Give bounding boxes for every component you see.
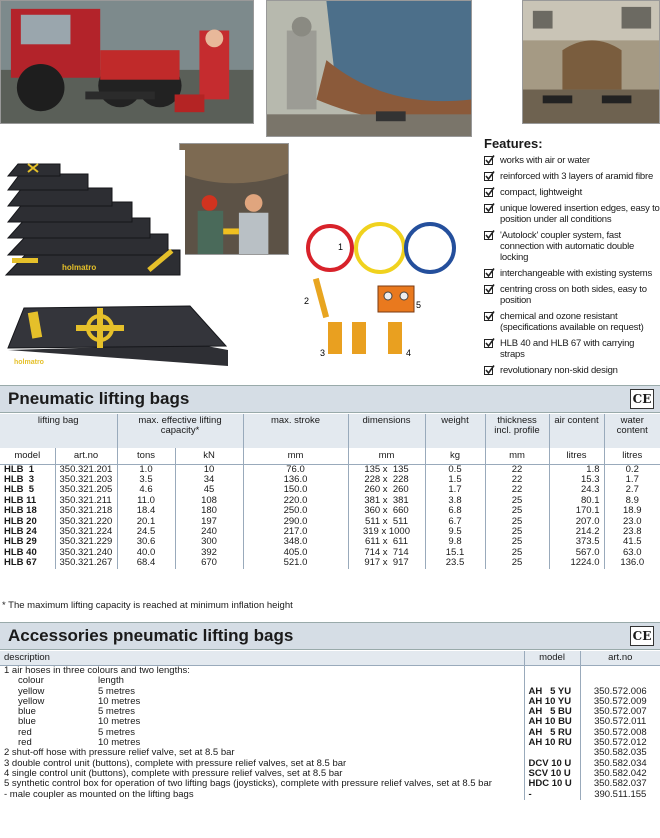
spec-section-header [0,385,660,413]
table-cell: 350.321.240 [55,548,117,558]
table-cell: 136.0 [604,558,660,568]
table-cell: 22 [485,464,549,475]
table-cell: HLB 20 [4,515,37,527]
accessory-artno: 350.582.035 [580,748,660,758]
table-cell: HLB 18 [4,505,37,517]
table-cell: 350.321.220 [55,517,117,527]
unit-cell: kN [175,448,243,464]
table-cell: HLB 5 [4,484,35,496]
accessory-artno: 390.511.155 [580,790,660,800]
accessory-model [524,666,580,677]
table-cell: 9.5 [425,527,485,537]
table-cell: 350.321.224 [55,527,117,537]
accessory-artno: 350.572.008 [580,728,660,738]
feature-item [484,311,660,333]
accessory-model: DCV 10 U [524,759,580,769]
accessory-artno: 350.572.007 [580,707,660,717]
table-cell: 25 [485,496,549,506]
accessory-description [0,707,524,717]
accessory-artno: 350.572.006 [580,687,660,697]
table-cell: 1224.0 [549,558,604,568]
feature-text: revolutionary non-skid design [500,365,618,376]
table-cell: 0.2 [604,464,660,475]
table-cell: 10 [175,464,243,475]
table-cell: 0.5 [425,464,485,475]
accessory-artno: 350.582.042 [580,769,660,779]
col-header-dimensions: dimensions [348,414,425,448]
feature-item [484,155,660,166]
photo-building-lifting [522,0,660,124]
accessory-desc-text: 1 air hoses in three colours and two lengths: [4,665,190,676]
accessory-length-text: 5 metres [98,685,135,697]
photo-accessories [292,212,468,372]
table-cell: 300 [175,537,243,547]
feature-text: compact, lightweight [500,187,583,198]
feature-item [484,284,660,306]
accessory-model: AH 10 RU [524,738,580,748]
table-cell: 350.321.203 [55,475,117,485]
table-cell: 1.7 [604,475,660,485]
table-cell: 521.0 [243,558,348,568]
table-cell: 108 [175,496,243,506]
photo-rescue-workers [179,143,289,255]
table-cell: 220.0 [243,496,348,506]
bag-brand-text-2: holmatro [14,359,44,366]
feature-item [484,365,660,376]
ce-mark-2: CE [630,626,654,646]
table-cell: 11.0 [117,496,175,506]
table-cell: 8.9 [604,496,660,506]
feature-item [484,187,660,198]
table-cell: 290.0 [243,517,348,527]
table-cell: 25 [485,558,549,568]
table-cell: 25 [485,517,549,527]
label-4: 4 [406,348,412,358]
accessory-model: HDC 10 U [524,779,580,789]
accessory-desc-text: blue [18,716,36,728]
accessory-row [0,790,660,800]
accessory-description [0,728,524,738]
table-cell: 1.5 [425,475,485,485]
table-cell: 670 [175,558,243,568]
feature-text: interchangeable with existing systems [500,268,653,279]
table-cell: 68.4 [117,558,175,568]
table-cell: 714 x 714 [348,548,425,558]
unit-cell: litres [549,448,604,464]
table-cell: 25 [485,537,549,547]
unit-cell: litres [604,448,660,464]
checkmark-icon [484,171,495,182]
table-cell: 34 [175,475,243,485]
col-header-air: air content [549,414,604,448]
table-cell: 15.3 [549,475,604,485]
table-cell: 45 [175,485,243,495]
accessory-description [0,666,524,677]
accessory-artno: 350.572.011 [580,717,660,727]
accessory-length-text: 10 metres [98,716,141,728]
checkmark-icon [484,284,495,295]
accessory-model: AH 5 RU [524,728,580,738]
table-cell: 80.1 [549,496,604,506]
feature-text: unique lowered insertion edges, easy to position under all conditions [500,203,660,225]
table-cell: 25 [485,548,549,558]
table-cell: 3.8 [425,496,485,506]
checkmark-icon [484,338,495,349]
table-cell: 1.0 [117,464,175,475]
table-cell: 319 x 1000 [348,527,425,537]
acc-header-description: description [0,651,524,666]
table-cell: 4.6 [117,485,175,495]
unit-cell: mm [485,448,549,464]
ce-mark: CE [630,389,654,409]
photo-lifting-bags-stack [0,150,185,300]
accessory-artno: 350.582.034 [580,759,660,769]
table-cell: 2.7 [604,485,660,495]
photo-ship-hull-lifting [266,0,472,137]
unit-cell: mm [348,448,425,464]
accessory-length-text: length [98,675,124,687]
photo-single-lifting-bag [0,300,232,372]
table-cell: 63.0 [604,548,660,558]
table-cell: 18.4 [117,506,175,516]
table-row [0,558,660,568]
accessory-desc-text: yellow [18,695,45,707]
bag-brand-text: holmatro [62,263,97,272]
accessory-length-text: 10 metres [98,695,141,707]
table-cell: 6.8 [425,506,485,516]
spec-title: Pneumatic lifting bags [8,389,190,408]
feature-item [484,203,660,225]
table-cell: 23.8 [604,527,660,537]
unit-cell: tons [117,448,175,464]
table-cell: 611 x 611 [348,537,425,547]
table-cell: 22 [485,485,549,495]
accessory-desc-text: 4 single control unit (buttons), complete with pressure relief valves, set at 8.5 bar [4,767,343,779]
col-header-lifting-bag: lifting bag [0,414,117,448]
label-3: 3 [320,348,326,358]
table-cell: HLB 24 [4,525,37,537]
table-cell: HLB 67 [4,557,37,569]
table-cell: 1.7 [425,485,485,495]
feature-text: reinforced with 3 layers of aramid fibre [500,171,654,182]
checkmark-icon [484,203,495,214]
checkmark-icon [484,365,495,376]
table-cell: 150.0 [243,485,348,495]
accessory-description [0,717,524,727]
accessory-artno: 350.582.037 [580,779,660,789]
accessory-desc-text: 2 shut-off hose with pressure relief valve, set at 8.5 bar [4,747,235,759]
feature-text: works with air or water [500,155,590,166]
accessory-length-text: 10 metres [98,737,141,749]
label-2: 2 [304,296,310,306]
table-cell: HLB 11 [4,494,37,506]
table-cell: 40.0 [117,548,175,558]
table-cell: 348.0 [243,537,348,547]
table-cell: 392 [175,548,243,558]
features-list [484,155,660,376]
accessory-desc-text: red [18,737,32,749]
table-cell: 350.321.218 [55,506,117,516]
accessory-desc-text: - male coupler as mounted on the lifting bags [4,788,194,800]
table-cell: 350.321.267 [55,558,117,568]
table-cell: 260 x 260 [348,485,425,495]
accessory-length-text: 5 metres [98,726,135,738]
accessory-desc-text: red [18,726,32,738]
accessory-artno: 350.572.009 [580,697,660,707]
table-cell: 350.321.211 [55,496,117,506]
features-panel [484,136,660,381]
feature-text: 'Autolock' coupler system, fast connection with automatic double locking [500,230,635,263]
accessory-desc-text: colour [18,675,44,687]
table-cell: 350.321.229 [55,537,117,547]
table-cell: HLB 1 [4,463,35,475]
table-cell: 360 x 660 [348,506,425,516]
table-cell: 135 x 135 [348,464,425,475]
accessory-desc-text: 5 synthetic control box for operation of two lifting bags (joysticks), complete with pressure relief valves, set at 8.5 bar [4,778,492,790]
table-cell: 9.8 [425,537,485,547]
col-header-weight: weight [425,414,485,448]
table-cell: 350.321.205 [55,485,117,495]
unit-cell: model [0,448,55,464]
table-cell: 24.5 [117,527,175,537]
table-cell: 1.8 [549,464,604,475]
accessories-table [0,651,660,800]
table-cell: 405.0 [243,548,348,558]
table-cell: 30.6 [117,537,175,547]
accessory-model: AH 10 YU [524,697,580,707]
accessory-model: AH 5 YU [524,687,580,697]
col-header-stroke: max. stroke [243,414,348,448]
table-cell: 180 [175,506,243,516]
table-cell: 917 x 917 [348,558,425,568]
photo-forklift-lifting [0,0,254,124]
feature-item [484,268,660,279]
accessory-artno [580,666,660,677]
table-cell: 170.1 [549,506,604,516]
table-cell: 381 x 381 [348,496,425,506]
checkmark-icon [484,311,495,322]
accessory-desc-text: yellow [18,685,45,697]
table-cell: 25 [485,506,549,516]
accessory-desc-text: blue [18,706,36,718]
table-cell: 217.0 [243,527,348,537]
accessory-description [0,790,524,800]
table-cell: 76.0 [243,464,348,475]
accessory-artno: 350.572.012 [580,738,660,748]
spec-table [0,414,660,569]
table-cell: 350.321.201 [55,464,117,475]
unit-cell: art.no [55,448,117,464]
acc-header-artno: art.no [580,651,660,666]
unit-cell: mm [243,448,348,464]
table-cell: 136.0 [243,475,348,485]
table-cell: 23.0 [604,517,660,527]
table-cell: 22 [485,475,549,485]
col-header-thickness: thickness incl. profile [485,414,549,448]
table-cell: 511 x 511 [348,517,425,527]
table-cell: 23.5 [425,558,485,568]
accessory-model: SCV 10 U [524,769,580,779]
col-header-water: water content [604,414,660,448]
spec-footnote: * The maximum lifting capacity is reached at minimum inflation height [2,600,293,611]
feature-text: chemical and ozone resistant (specifications available on request) [500,311,644,333]
feature-item [484,338,660,360]
accessory-model: - [524,790,580,800]
table-row [0,506,660,516]
accessory-length-text: 5 metres [98,706,135,718]
checkmark-icon [484,230,495,241]
table-cell: 24.3 [549,485,604,495]
table-cell: 25 [485,527,549,537]
feature-text: centring cross on both sides, easy to position [500,284,647,306]
checkmark-icon [484,268,495,279]
feature-item [484,230,660,263]
table-cell: 240 [175,527,243,537]
checkmark-icon [484,187,495,198]
label-1: 1 [338,242,344,252]
acc-header-model: model [524,651,580,666]
table-cell: HLB 40 [4,546,37,558]
table-cell: 214.2 [549,527,604,537]
table-cell: 207.0 [549,517,604,527]
table-cell: 197 [175,517,243,527]
table-cell: 18.9 [604,506,660,516]
table-cell: 20.1 [117,517,175,527]
label-5: 5 [416,300,422,310]
table-cell: HLB 3 [4,473,35,485]
table-cell: 41.5 [604,537,660,547]
accessory-description [0,676,524,686]
feature-item [484,171,660,182]
table-cell: 250.0 [243,506,348,516]
table-cell: 15.1 [425,548,485,558]
accessory-description [0,697,524,707]
table-cell: 373.5 [549,537,604,547]
accessories-title: Accessories pneumatic lifting bags [8,626,294,645]
table-cell: 3.5 [117,475,175,485]
accessory-description [0,687,524,697]
unit-cell: kg [425,448,485,464]
accessory-model: AH 10 BU [524,717,580,727]
checkmark-icon [484,155,495,166]
table-cell: 6.7 [425,517,485,527]
accessory-desc-text: 3 double control unit (buttons), complete with pressure relief valves, set at 8.5 bar [4,757,347,769]
table-cell: HLB 29 [4,536,37,548]
table-cell: 567.0 [549,548,604,558]
features-title: Features: [484,136,543,151]
accessory-model: AH 5 BU [524,707,580,717]
col-header-capacity: max. effective lifting capacity* [117,414,243,448]
table-cell: 228 x 228 [348,475,425,485]
feature-text: HLB 40 and HLB 67 with carrying straps [500,338,635,360]
accessories-section-header [0,622,660,650]
